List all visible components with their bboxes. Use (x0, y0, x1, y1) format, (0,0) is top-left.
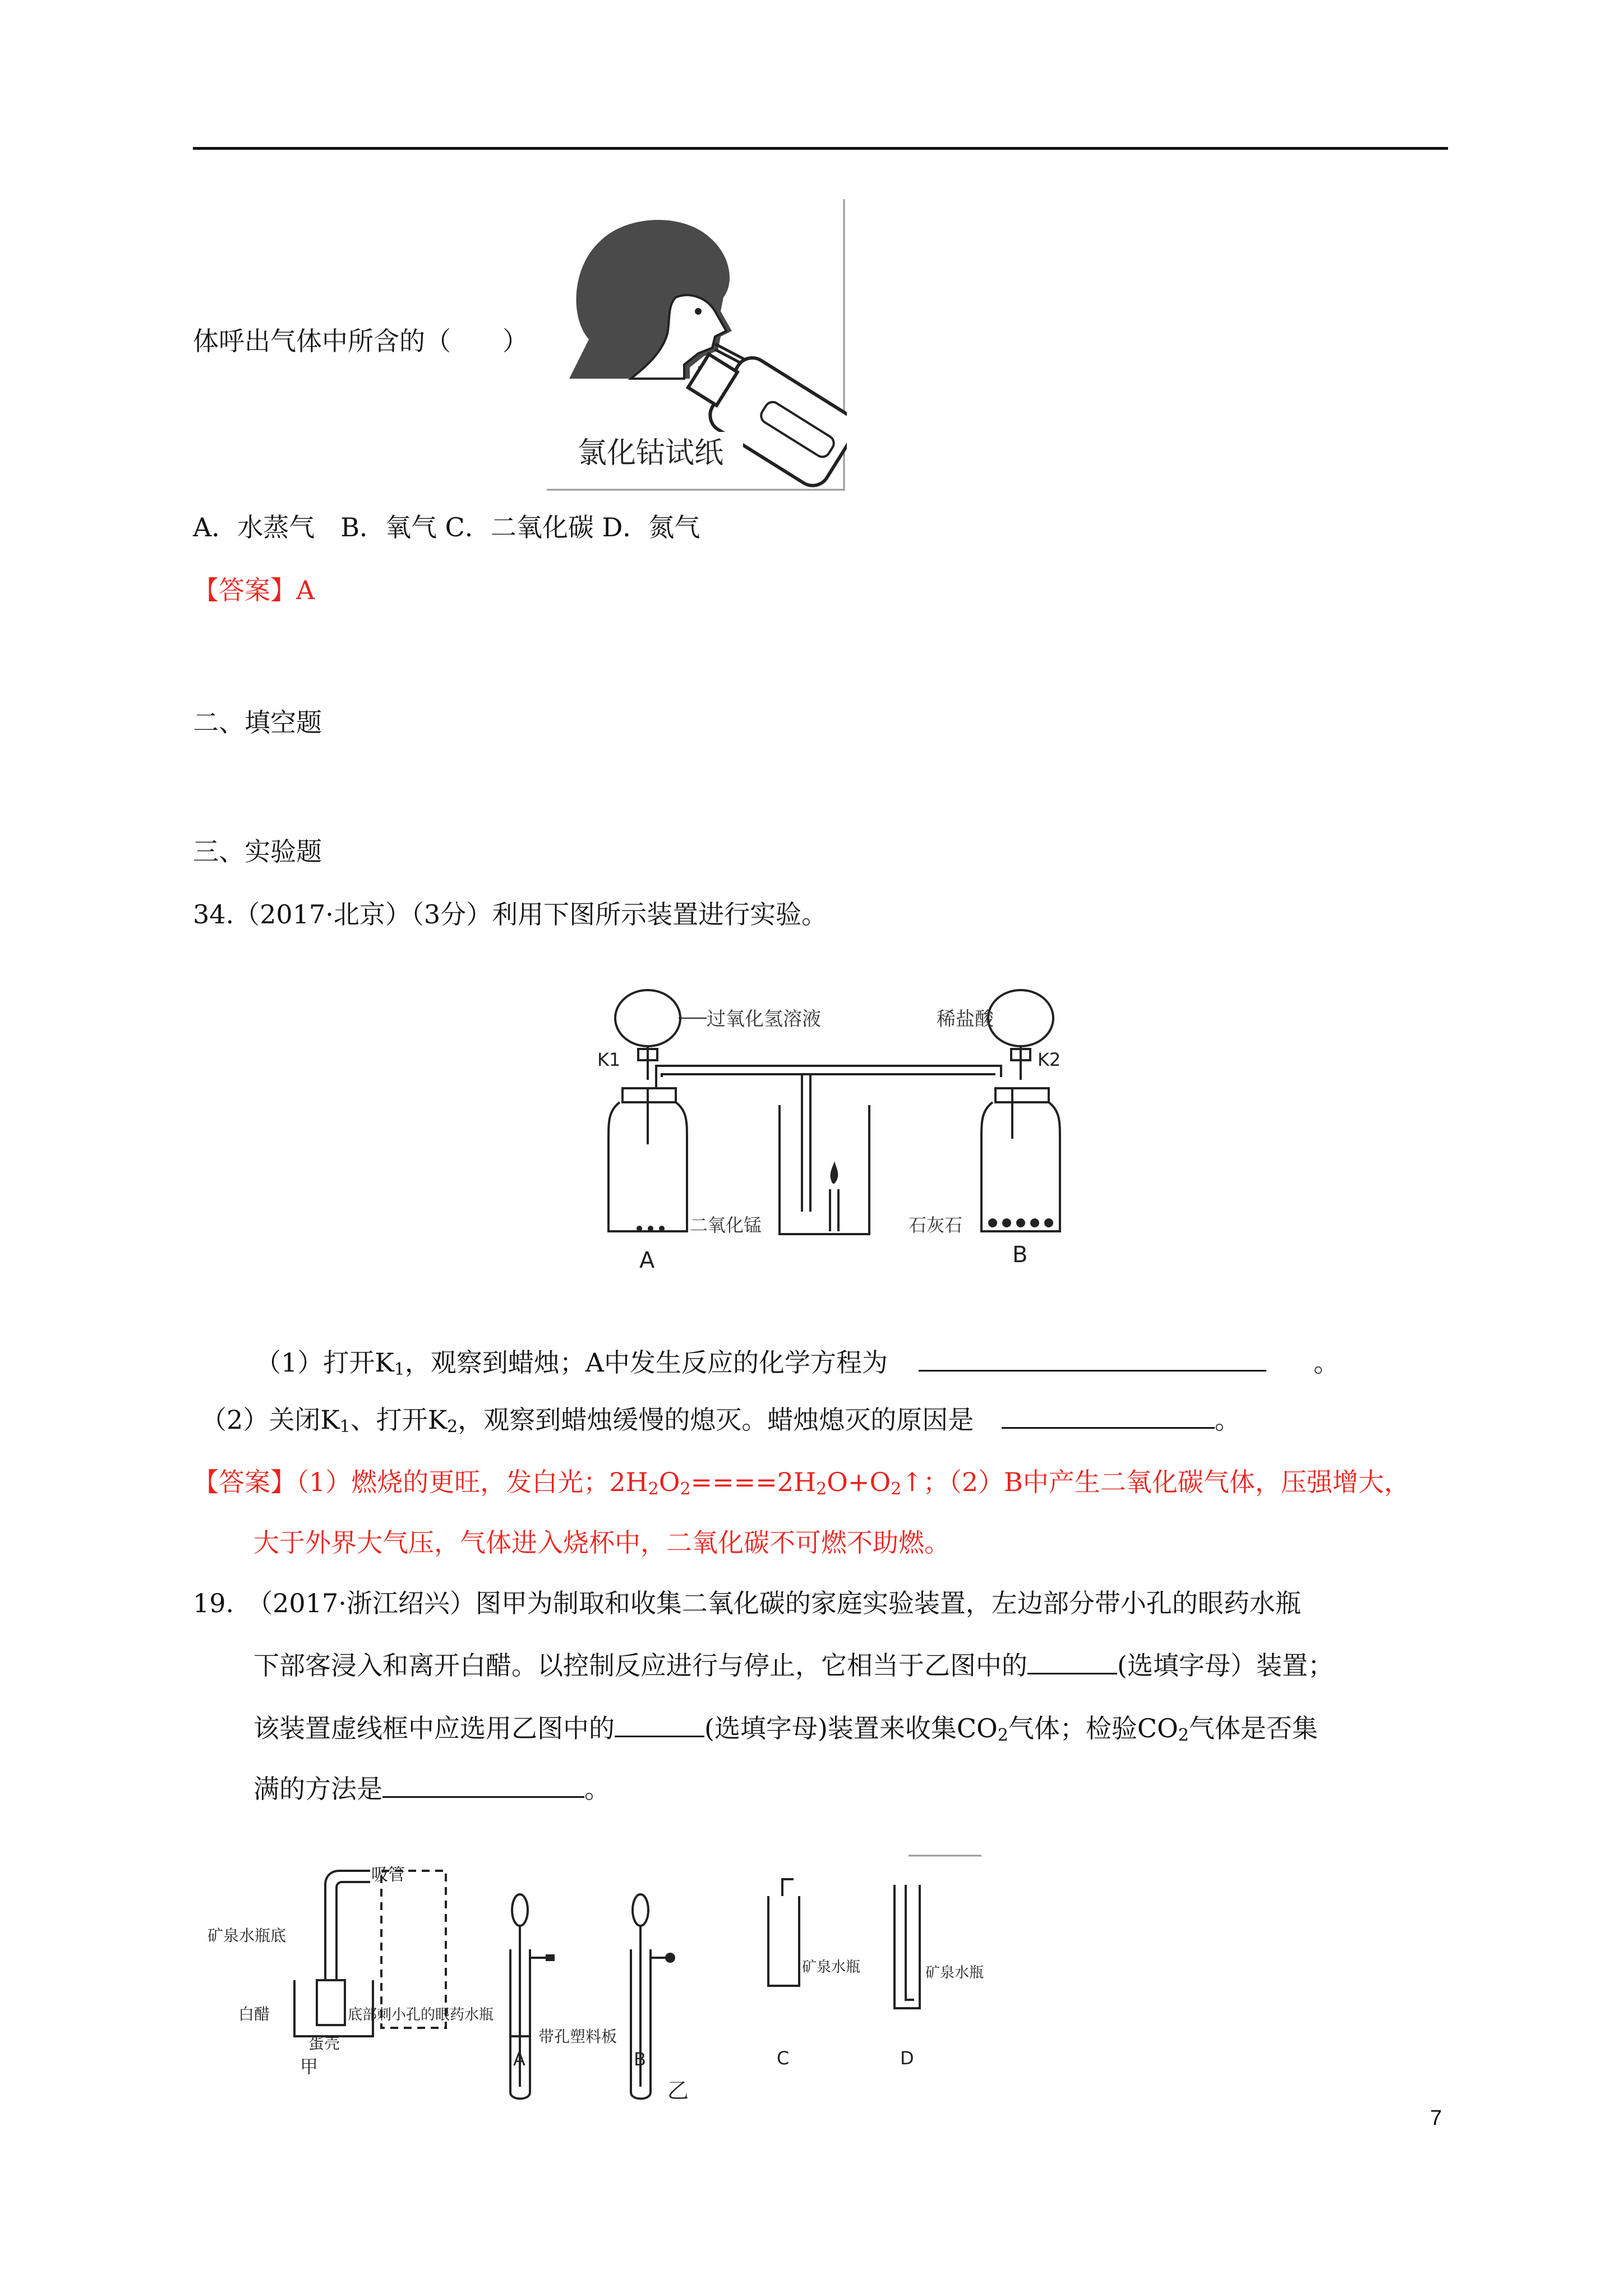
fig3-label-plate: 带孔塑料板 (538, 2027, 617, 2046)
fig3-label-bottle-d: 矿泉水瓶 (925, 1964, 984, 1981)
question-34-part-2 (201, 1402, 1241, 1444)
answer-blank-19-2[interactable] (615, 1711, 704, 1737)
answer-blank-equation[interactable] (919, 1345, 1266, 1372)
section-heading-fill-blank: 二、填空题 (193, 707, 322, 738)
answer-1 (193, 573, 315, 607)
q19-line3a: 该装置虚线框中应选用乙图中的 (253, 1713, 615, 1743)
question-34-title: 34.（2017·北京）（3分）利用下图所示装置进行实验。 (193, 899, 828, 930)
fig3-label-vinegar: 白醋 (238, 2005, 270, 2023)
q34p1-prefix: （1）打开 (255, 1347, 375, 1378)
q34p2-suffix: ，观察到蜡烛缓慢的熄灭。蜡烛熄灭的原因是 (458, 1405, 974, 1435)
answer-34-line-1 (193, 1465, 1410, 1506)
q34p1-end: 。 (1313, 1347, 1340, 1378)
answer-value: A (296, 575, 315, 605)
answer34-sub-3: 2 (816, 1479, 827, 1499)
fig3-label-d: D (900, 2047, 914, 2069)
fig2-label-a: A (639, 1248, 655, 1273)
q34p2-k1-sub: 1 (339, 1417, 351, 1437)
page-number: 7 (1430, 2106, 1442, 2130)
q19-line3c: 气体；检验CO (1008, 1713, 1178, 1743)
answer34-sub-1: 2 (648, 1479, 659, 1499)
fig2-label-stone: 石灰石 (909, 1214, 963, 1236)
answer34-text-e: ↑；（2）B中产生二氧化碳气体，压强增大， (901, 1467, 1410, 1497)
question-19-line-2 (253, 1648, 1334, 1682)
q34p1-suffix: ，观察到蜡烛；A中发生反应的化学方程为 (404, 1347, 888, 1378)
answer34-sub-2: 2 (680, 1479, 691, 1499)
fig3-label-eggshell: 蛋壳 (308, 2034, 340, 2053)
question-options: A．水蒸气 B．氧气 C．二氧化碳 D．氮气 (193, 512, 700, 542)
answer-blank-reason[interactable] (1002, 1402, 1215, 1429)
answer-blank-19-3[interactable] (382, 1772, 584, 1798)
q34p2-end: 。 (1214, 1405, 1241, 1435)
question-stem-tail: 体呼出气体中所含的（ ） (193, 326, 528, 356)
question-19-line-4 (253, 1772, 610, 1806)
q19-line3b: (选填字母)装置来收集CO (704, 1713, 998, 1743)
question-19-line-1: 19. （2017·浙江绍兴）图甲为制取和收集二氧化碳的家庭实验装置，左边部分带小孔的眼药水瓶 (193, 1588, 1301, 1618)
answer-tag: 【答案】 (193, 575, 296, 605)
fig3-label-bottle-bottom: 矿泉水瓶底 (208, 1926, 287, 1945)
question-34-part-1 (255, 1345, 1339, 1387)
fig3-label-straw: 吸管 (371, 1865, 405, 1885)
fig1-label: 氯化钴试纸 (578, 436, 724, 470)
fig3-label-a: A (513, 2049, 525, 2070)
answer-34-line-2: 大于外界大气压，气体进入烧杯中，二氧化碳不可燃不助燃。 (253, 1527, 950, 1558)
fig2-label-mno2: 二氧化锰 (690, 1214, 762, 1236)
fig3-label-c: C (777, 2047, 790, 2069)
q34p2-prefix: （2）关闭 (201, 1405, 321, 1435)
q34p2-k1: K (320, 1405, 340, 1435)
fig3-label-dropper: 底部刺小孔的眼药水瓶 (348, 2007, 494, 2023)
answer34-text-b: O (658, 1467, 680, 1497)
answer34-text-c: ====2H (690, 1467, 817, 1497)
fig3-label-yi: 乙 (667, 2078, 689, 2103)
q19-line4b: 。 (584, 1774, 610, 1804)
answer-blank-19-1[interactable] (1027, 1648, 1117, 1674)
q19-line3d: 气体是否集 (1188, 1713, 1318, 1743)
fig2-label-hcl: 稀盐酸 (937, 1008, 994, 1030)
co2-apparatus-figure (205, 1851, 1001, 2109)
fig2-label-k1: K1 (597, 1049, 621, 1070)
answer34-text-a: （1）燃烧的更旺，发白光；2H (296, 1467, 648, 1497)
section-heading-experiment: 三、实验题 (193, 836, 322, 867)
answer34-text-d: O+O (827, 1467, 891, 1497)
fig3-label-bottle-c: 矿泉水瓶 (802, 1959, 861, 1976)
fig2-label-h2o2: 过氧化氢溶液 (707, 1008, 821, 1030)
fig2-label-k2: K2 (1038, 1049, 1061, 1070)
apparatus-figure (594, 976, 1071, 1273)
fig2-label-b: B (1012, 1242, 1028, 1268)
breathing-figure (547, 199, 847, 491)
q19-line4a: 满的方法是 (253, 1774, 382, 1804)
q19-line2a: 下部客浸入和离开白醋。以控制反应进行与停止，它相当于乙图中的 (253, 1650, 1027, 1681)
q34p2-k2-sub: 2 (447, 1417, 458, 1437)
q19-line2b: (选填字母）装置； (1117, 1650, 1334, 1681)
fig3-label-jia: 甲 (300, 2056, 319, 2077)
q34p2-k2: K (427, 1405, 448, 1435)
q34p1-k-sub: 1 (394, 1360, 405, 1379)
q19-co2-sub-1: 2 (997, 1726, 1008, 1745)
header-rule (193, 147, 1448, 150)
fig3-label-b: B (634, 2049, 646, 2070)
answer34-tag: 【答案】 (193, 1467, 296, 1497)
q34p1-k: K (375, 1347, 394, 1378)
q19-co2-sub-2: 2 (1178, 1726, 1189, 1745)
question-19-line-3 (253, 1711, 1318, 1752)
q34p2-mid: 、打开 (350, 1405, 428, 1435)
answer34-sub-4: 2 (891, 1479, 902, 1499)
